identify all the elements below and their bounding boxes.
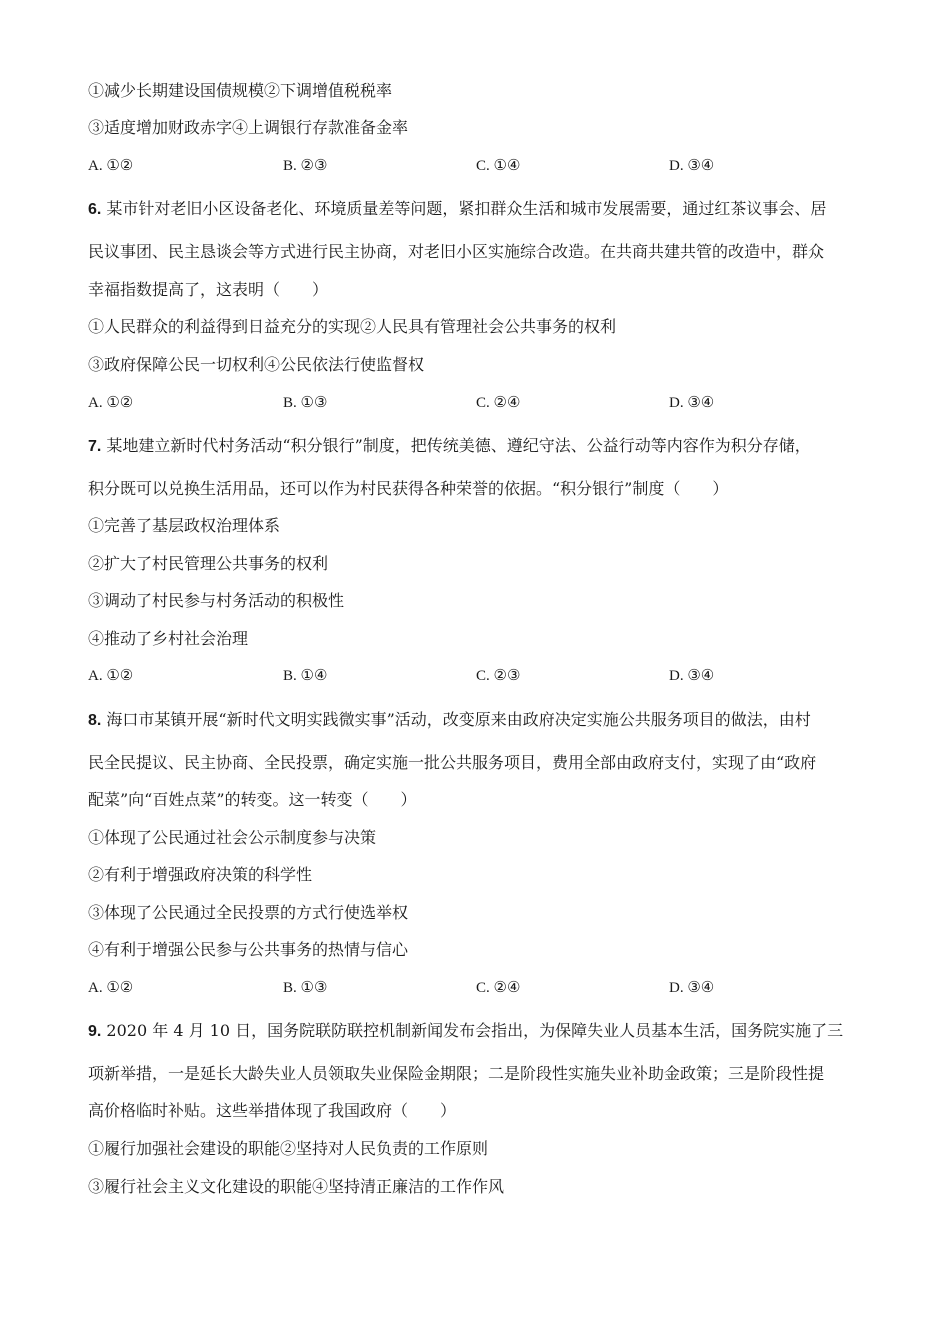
q8-statement-line: ②有利于增强政府决策的科学性 — [88, 865, 313, 884]
q7-statement-line: ④推动了乡村社会治理 — [88, 629, 249, 648]
q8-stem-line: 民全民提议、民主协商、全民投票，确定实施一批公共服务项目，费用全部由政府支付，实现了由“政府 — [88, 753, 817, 772]
q7-statement-line: ②扩大了村民管理公共事务的权利 — [88, 554, 329, 573]
q8-statement-line: ①体现了公民通过社会公示制度参与决策 — [88, 828, 377, 847]
q6-stem-line: 幸福指数提高了，这表明（ ） — [88, 280, 329, 299]
q7-options — [88, 666, 788, 686]
q8-statement-line: ③体现了公民通过全民投票的方式行使选举权 — [88, 903, 409, 922]
q9-stem-line: 项新举措，一是延长大龄失业人员领取失业保险金期限；二是阶段性实施失业补助金政策；三是阶段性提 — [88, 1064, 825, 1083]
question-number: 8. — [88, 712, 102, 729]
question-number: 9. — [88, 1023, 102, 1040]
q6-statement-line: ①人民群众的利益得到日益充分的实现②人民具有管理社会公共事务的权利 — [88, 317, 617, 336]
option-c: C. ②③ — [476, 668, 521, 684]
option-c: C. ①④ — [476, 158, 521, 174]
q9-stem-line — [88, 1021, 843, 1042]
q8-statement-line: ④有利于增强公民参与公共事务的热情与信心 — [88, 940, 409, 959]
q6-stem-text: 某市针对老旧小区设备老化、环境质量差等问题，紧扣群众生活和城市发展需要，通过红茶议事会、居 — [101, 199, 827, 218]
option-b: B. ①③ — [283, 395, 328, 411]
option-a: A. ①② — [88, 158, 134, 174]
q8-stem-line — [88, 710, 811, 731]
q7-statement-line: ③调动了村民参与村务活动的积极性 — [88, 591, 345, 610]
option-a: A. ①② — [88, 668, 134, 684]
q7-stem-text: 某地建立新时代村务活动“积分银行”制度，把传统美德、遵纪守法、公益行动等内容作为积分存储， — [101, 436, 811, 455]
q7-statement-line: ①完善了基层政权治理体系 — [88, 516, 281, 535]
option-d: D. ③④ — [669, 668, 715, 684]
q9-statement-line: ③履行社会主义文化建设的职能④坚持清正廉洁的工作作风 — [88, 1177, 505, 1196]
q8-stem-line: 配菜”向“百姓点菜”的转变。这一转变（ ） — [88, 790, 417, 809]
q5-options — [88, 156, 788, 176]
q6-stem-line — [88, 199, 826, 220]
q5-statement-line: ③适度增加财政赤字④上调银行存款准备金率 — [88, 118, 409, 137]
q9-stem-line: 高价格临时补贴。这些举措体现了我国政府（ ） — [88, 1101, 457, 1120]
q9-statement-line: ①履行加强社会建设的职能②坚持对人民负责的工作原则 — [88, 1139, 489, 1158]
option-c: C. ②④ — [476, 980, 521, 996]
option-a: A. ①② — [88, 395, 134, 411]
q5-statement-line: ①减少长期建设国债规模②下调增值税税率 — [88, 81, 393, 100]
option-a: A. ①② — [88, 980, 134, 996]
option-d: D. ③④ — [669, 158, 715, 174]
question-number: 7. — [88, 438, 102, 455]
option-b: B. ①④ — [283, 668, 328, 684]
q8-options — [88, 978, 788, 998]
q9-stem-text: 2020 年 4 月 10 日，国务院联防联控机制新闻发布会指出，为保障失业人员基本生活，国务院实施了三 — [101, 1021, 844, 1040]
option-b: B. ②③ — [283, 158, 328, 174]
q6-stem-line: 民议事团、民主恳谈会等方式进行民主协商，对老旧小区实施综合改造。在共商共建共管的改造中，群众 — [88, 242, 825, 261]
q6-options — [88, 393, 788, 413]
q7-stem-line — [88, 436, 811, 457]
q6-statement-line: ③政府保障公民一切权利④公民依法行使监督权 — [88, 355, 425, 374]
option-c: C. ②④ — [476, 395, 521, 411]
option-b: B. ①③ — [283, 980, 328, 996]
option-d: D. ③④ — [669, 980, 715, 996]
option-d: D. ③④ — [669, 395, 715, 411]
q8-stem-text: 海口市某镇开展“新时代文明实践微实事”活动，改变原来由政府决定实施公共服务项目的做法，由村 — [101, 710, 811, 729]
q7-stem-line: 积分既可以兑换生活用品，还可以作为村民获得各种荣誉的依据。“积分银行”制度（ ） — [88, 479, 729, 498]
question-number: 6. — [88, 201, 102, 218]
